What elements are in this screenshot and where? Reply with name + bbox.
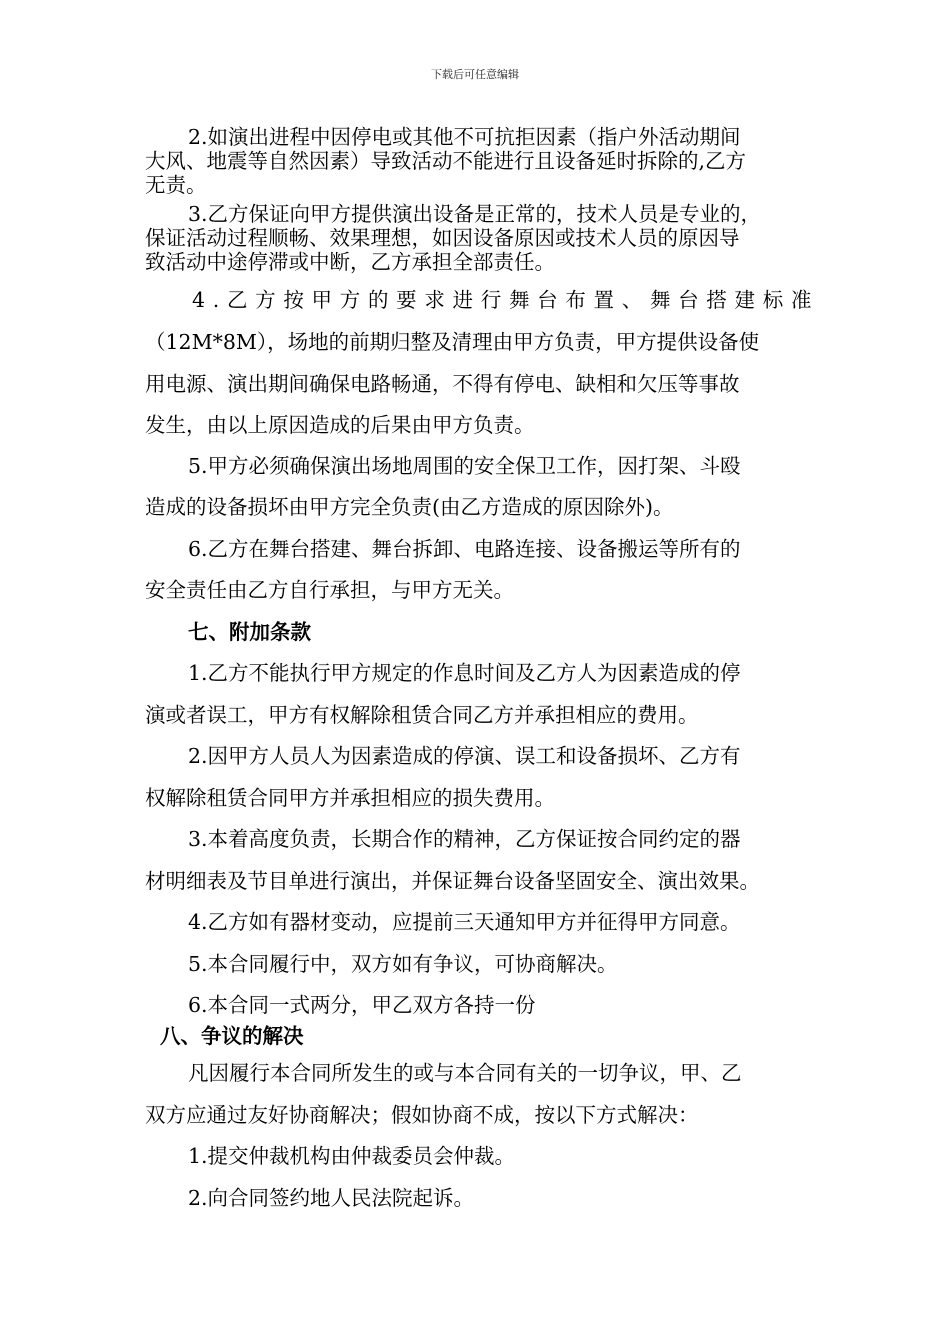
- paragraph-line: 造成的设备损坏由甲方完全负责(由乙方造成的原因除外)。: [145, 495, 674, 519]
- paragraph-line: 无责。: [145, 173, 207, 197]
- paragraph-line: 发生，由以上原因造成的后果由甲方负责。: [145, 413, 535, 437]
- page-header: 下载后可任意编辑: [431, 68, 519, 81]
- paragraph-line: 2.向合同签约地人民法院起诉。: [188, 1186, 475, 1210]
- paragraph-line: 2.如演出进程中因停电或其他不可抗拒因素（指户外活动期间: [188, 125, 741, 149]
- paragraph-line: 保证活动过程顺畅、效果理想，如因设备原因或技术人员的原因导: [145, 226, 740, 250]
- paragraph-line: 权解除租赁合同甲方并承担相应的损失费用。: [145, 786, 555, 810]
- paragraph-line: 双方应通过友好协商解决；假如协商不成，按以下方式解决：: [145, 1103, 699, 1127]
- paragraph-line: 6.本合同一式两分，甲乙双方各持一份: [188, 993, 536, 1017]
- paragraph-line: （12M*8M），场地的前期归整及清理由甲方负责，甲方提供设备使: [145, 330, 760, 354]
- paragraph-line: 6.乙方在舞台搭建、舞台拆卸、电路连接、设备搬运等所有的: [188, 537, 741, 561]
- paragraph-line: 1.提交仲裁机构由仲裁委员会仲裁。: [188, 1144, 516, 1168]
- paragraph-line: 用电源、演出期间确保电路畅通，不得有停电、缺相和欠压等事故: [145, 372, 740, 396]
- paragraph-line: 5.甲方必须确保演出场地周围的安全保卫工作，因打架、斗殴: [188, 454, 741, 478]
- paragraph-line: 致活动中途停滞或中断，乙方承担全部责任。: [145, 250, 555, 274]
- section-heading-8: 八、争议的解决: [160, 1024, 304, 1048]
- paragraph-line: 5.本合同履行中，双方如有争议，可协商解决。: [188, 952, 618, 976]
- paragraph-line: 3.乙方保证向甲方提供演出设备是正常的，技术人员是专业的，: [188, 202, 762, 226]
- paragraph-line: 4.乙方按甲方的要求进行舞台布置、舞台搭建标准: [192, 288, 820, 312]
- paragraph-line: 3.本着高度负责，长期合作的精神，乙方保证按合同约定的器: [188, 827, 741, 851]
- paragraph-line: 4.乙方如有器材变动，应提前三天通知甲方并征得甲方同意。: [188, 910, 741, 934]
- paragraph-line: 演或者误工，甲方有权解除租赁合同乙方并承担相应的费用。: [145, 703, 699, 727]
- paragraph-line: 大风、地震等自然因素）导致活动不能进行且设备延时拆除的,乙方: [145, 149, 747, 173]
- paragraph-line: 2.因甲方人员人为因素造成的停演、误工和设备损坏、乙方有: [188, 744, 741, 768]
- paragraph-line: 安全责任由乙方自行承担，与甲方无关。: [145, 578, 514, 602]
- section-heading-7: 七、附加条款: [188, 620, 311, 644]
- paragraph-line: 材明细表及节目单进行演出，并保证舞台设备坚固安全、演出效果。: [145, 869, 760, 893]
- paragraph-line: 凡因履行本合同所发生的或与本合同有关的一切争议，甲、乙: [188, 1061, 742, 1085]
- paragraph-line: 1.乙方不能执行甲方规定的作息时间及乙方人为因素造成的停: [188, 661, 741, 685]
